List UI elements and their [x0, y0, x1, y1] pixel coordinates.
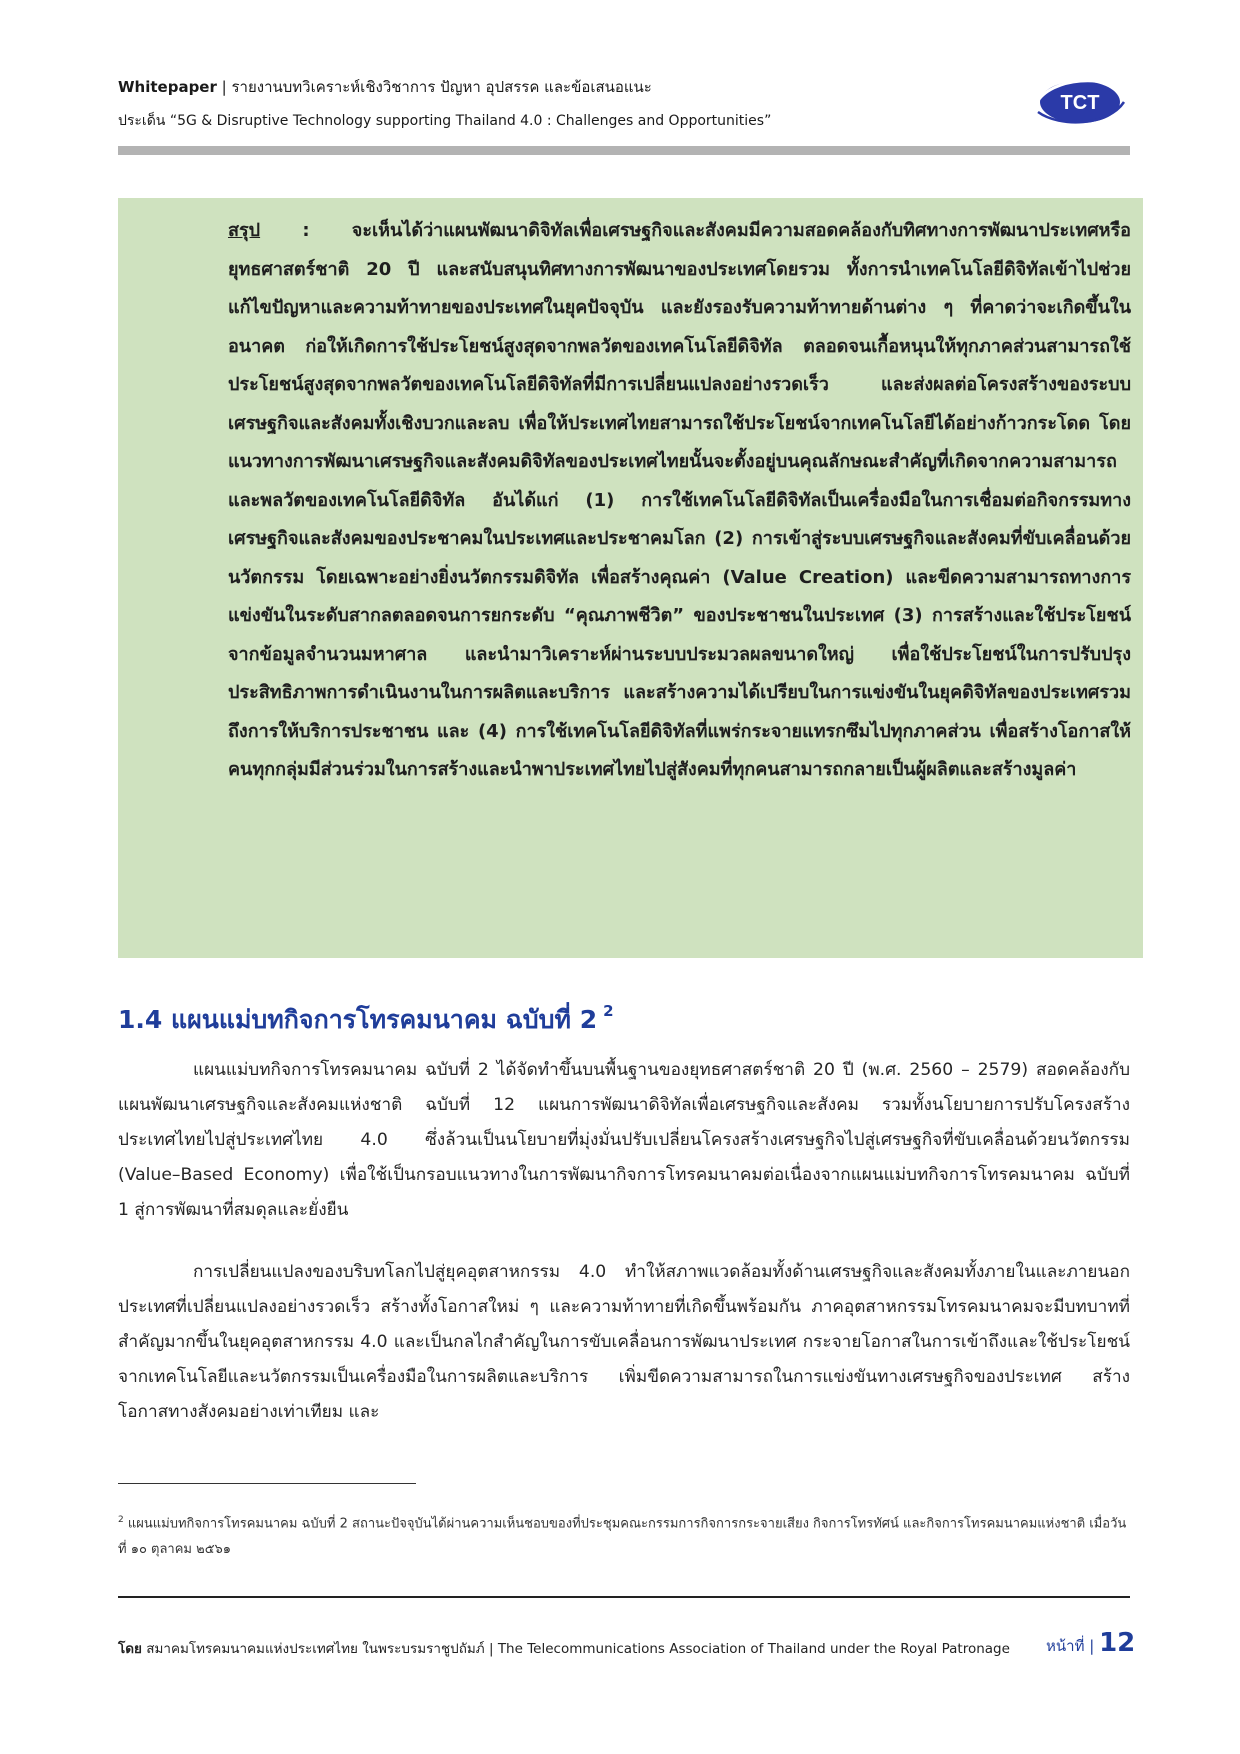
page-header [118, 74, 1118, 134]
footnote-number: 2 [118, 1515, 124, 1525]
section-title-text: 1.4 แผนแม่บทกิจการโทรคมนาคม ฉบับที่ 2 [118, 1005, 598, 1034]
page-number: 12 [1099, 1628, 1136, 1658]
footer-divider [118, 1596, 1130, 1598]
logo-text: TCT [1060, 92, 1100, 114]
footnote-text: แผนแม่บทกิจการโทรคมนาคม ฉบับที่ 2 สถานะปัจจุบันได้ผ่านความเห็นชอบของที่ประชุมคณะกรรมการกิจการกระจายเสียง กิจการโทรทัศน์ และกิจการโทรคมนาคมแห่งชาติ เมื่อวันที่ ๑๐ ตุลาคม ๒๕๖๑ [118, 1516, 1127, 1558]
tct-logo [1030, 72, 1126, 130]
header-line-1 [118, 74, 1118, 100]
header-divider-bar [118, 146, 1130, 155]
section-footnote-ref: 2 [603, 1002, 614, 1020]
page-number-block [1046, 1628, 1135, 1658]
summary-label: สรุป [228, 220, 261, 241]
footnote-divider [118, 1483, 416, 1484]
body-paragraph-2: การเปลี่ยนแปลงของบริบทโลกไปสู่ยุคอุตสาหกรรม 4.0 ทำให้สภาพแวดล้อมทั้งด้านเศรษฐกิจและสังคมทั้งภายในและภายนอกประเทศที่เปลี่ยนแปลงอย่างรวดเร็ว สร้างทั้งโอกาสใหม่ ๆ และความท้าทายที่เกิดขึ้นพร้อมกัน ภาคอุตสาหกรรมโทรคมนาคมจะมีบทบาทที่สำคัญมากขึ้นในยุคอุตสาหกรรม 4.0 และเป็นกลไกสำคัญในการขับเคลื่อนการพัฒนาประเทศ กระจายโอกาสในการเข้าถึงและใช้ประโยชน์จากเทคโนโลยีและนวัตกรรมเป็นเครื่องมือในการผลิตและบริการ เพิ่มขีดความสามารถในการแข่งขันทางเศรษฐกิจของประเทศ สร้างโอกาสทางสังคมอย่างเท่าเทียม และ [118, 1262, 1130, 1422]
header-separator: | [221, 78, 232, 96]
section-heading [118, 1000, 614, 1040]
summary-paragraph [228, 212, 1131, 790]
header-topic: ประเด็น “5G & Disruptive Technology supporting Thailand 4.0 : Challenges and Opportunities” [118, 113, 772, 129]
footer-by: โดย [118, 1641, 142, 1657]
footer-org-english: The Telecommunications Association of Thailand under the Royal Patronage [497, 1641, 1010, 1657]
header-brand: Whitepaper [118, 78, 217, 96]
page-label: หน้าที่ | [1046, 1637, 1095, 1655]
footer-org-thai: สมาคมโทรคมนาคมแห่งประเทศไทย ในพระบรมราชูปถัมภ์ [146, 1641, 485, 1657]
header-report-type: รายงานบทวิเคราะห์เชิงวิชาการ ปัญหา อุปสรรค และข้อเสนอแนะ [231, 78, 652, 96]
summary-box [118, 198, 1143, 958]
footer-separator: | [488, 1641, 498, 1657]
footnote [118, 1507, 1130, 1563]
summary-body: : จะเห็นได้ว่าแผนพัฒนาดิจิทัลเพื่อเศรษฐกิจและสังคมมีความสอดคล้องกับทิศทางการพัฒนาประเทศหรือยุทธศาสตร์ชาติ 20 ปี และสนับสนุนทิศทางการพัฒนาของประเทศโดยรวม ทั้งการนำเทคโนโลยีดิจิทัลเข้าไปช่วยแก้ไขปัญหาและความท้าทายของประเทศในยุคปัจจุบัน และยังรองรับความท้าทายด้านต่าง ๆ ที่คาดว่าจะเกิดขึ้นในอนาคต ก่อให้เกิดการใช้ประโยชน์สูงสุดจากพลวัตของเทคโนโลยีดิจิทัล ตลอดจนเกื้อหนุนให้ทุกภาคส่วนสามารถใช้ประโยชน์สูงสุดจากพลวัตของเทคโนโลยีดิจิทัลที่มีการเปลี่ยนแปลงอย่างรวดเร็ว และส่งผลต่อโครงสร้างของระบบเศรษฐกิจและสังคมทั้งเชิงบวกและลบ เพื่อให้ประเทศไทยสามารถใช้ประโยชน์จากเทคโนโลยีได้อย่างก้าวกระโดด โดยแนวทางการพัฒนาเศรษฐกิจและสังคมดิจิทัลของประเทศไทยนั้นจะตั้งอยู่บนคุณลักษณะสำคัญที่เกิดจากความสามารถและพลวัตของเทคโนโลยีดิจิทัล อันได้แก่ (1) การใช้เทคโนโลยีดิจิทัลเป็นเครื่องมือในการเชื่อมต่อกิจกรรมทางเศรษฐกิจและสังคมของประชาคมในประเทศและประชาคมโลก (2) การเข้าสู่ระบบเศรษฐกิจและสังคมที่ขับเคลื่อนด้วยนวัตกรรม โดยเฉพาะอย่างยิ่งนวัตกรรมดิจิทัล เพื่อสร้างคุณค่า (Value Creation) และขีดความสามารถทางการแข่งขันในระดับสากลตลอดจนการยกระดับ “คุณภาพชีวิต” ของประชาชนในประเทศ (3) การสร้างและใช้ประโยชน์จากข้อมูลจำนวนมหาศาล และนำมาวิเคราะห์ผ่านระบบประมวลผลขนาดใหญ่ เพื่อใช้ประโยชน์ในการปรับปรุงประสิทธิภาพการดำเนินงานในการผลิตและบริการ และสร้างความได้เปรียบในการแข่งขันในยุคดิจิทัลของประเทศรวมถึงการให้บริการประชาชน และ (4) การใช้เทคโนโลยีดิจิทัลที่แพร่กระจายแทรกซึมไปทุกภาคส่วน เพื่อสร้างโอกาสให้คนทุกกลุ่มมีส่วนร่วมในการสร้างและนำพาประเทศไทยไปสู่สังคมที่ทุกคนสามารถกลายเป็นผู้ผลิตและสร้างมูลค่า [228, 220, 1131, 780]
page-footer [118, 1635, 1130, 1663]
body-paragraph-1: แผนแม่บทกิจการโทรคมนาคม ฉบับที่ 2 ได้จัดทำขึ้นบนพื้นฐานของยุทธศาสตร์ชาติ 20 ปี (พ.ศ. 2560 – 2579) สอดคล้องกับแผนพัฒนาเศรษฐกิจและสังคมแห่งชาติ ฉบับที่ 12 แผนการพัฒนาดิจิทัลเพื่อเศรษฐกิจและสังคม รวมทั้งนโยบายการปรับโครงสร้างประเทศไทยไปสู่ประเทศไทย 4.0 ซึ่งล้วนเป็นนโยบายที่มุ่งมั่นปรับเปลี่ยนโครงสร้างเศรษฐกิจไปสู่เศรษฐกิจที่ขับเคลื่อนด้วยนวัตกรรม (Value–Based Economy) เพื่อใช้เป็นกรอบแนวทางในการพัฒนากิจการโทรคมนาคมต่อเนื่องจากแผนแม่บทกิจการโทรคมนาคม ฉบับที่ 1 สู่การพัฒนาที่สมดุลและยั่งยืน [118, 1060, 1130, 1220]
